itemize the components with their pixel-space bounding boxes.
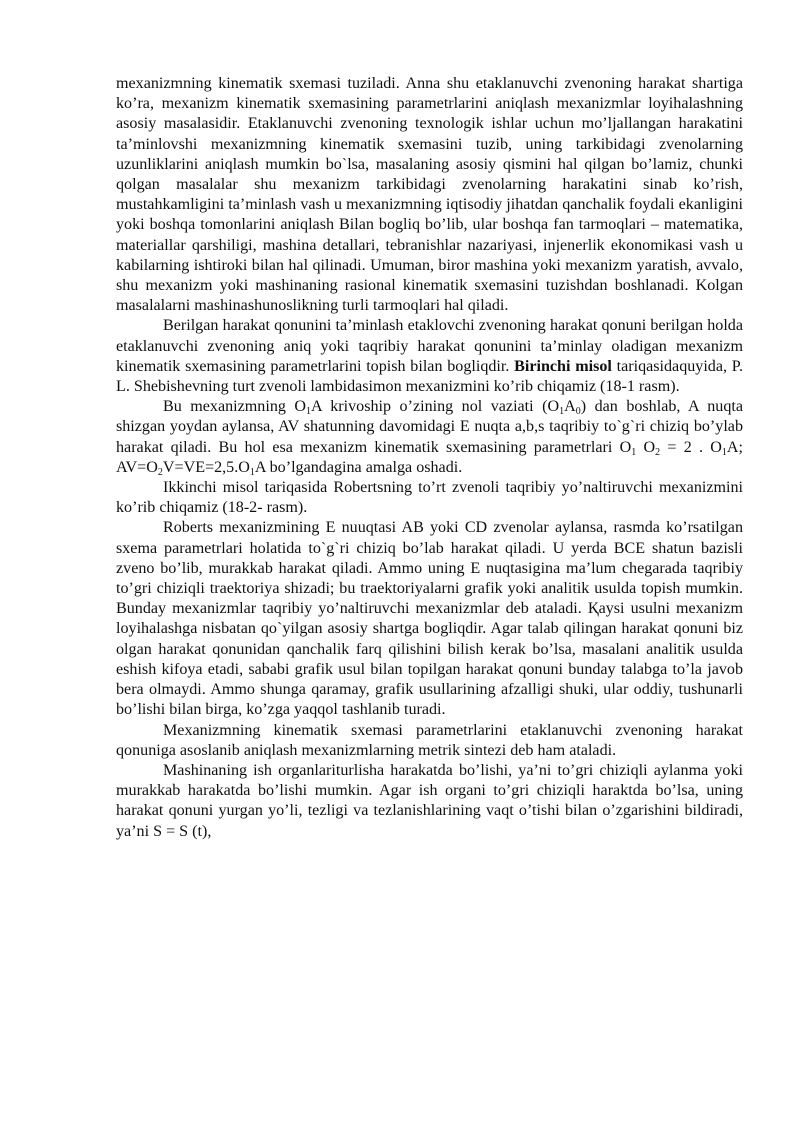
- paragraph-3-text-i: A bo’lgandagina amalga oshadi.: [254, 458, 463, 476]
- subscript: 1: [559, 406, 565, 418]
- paragraph-3-text-c: A: [564, 398, 576, 416]
- paragraph-3-text-b: A krivoship o’zining nol vaziati (O: [311, 398, 560, 416]
- paragraph-5: Roberts mexanizmining E nuuqtasi AB yoki CD zvenolar aylansa, rasmda ko’rsatilgan sxema parametrlari holatida to`g`ri chiziq bo’lab harakat qiladi. U yerda BCE shatun bazisli zveno bo’lib, murakkab harakat qiladi. Ammo uning E nuqtasigina ma’lum chegarada taqribiy to’gri chiziqli traektoriya shizadi; bu traektoriyalarni grafik yoki analitik usulda topish mumkin. Bunday mexanizmlar taqribiy yo’naltiruvchi mexanizmlar deb ataladi. Қaysi usulni mexanizm loyihalashga nisbatan qo`yilgan asosiy shartga bogliqdir. Agar talab qilingan harakat qonuni biz olgan harakat qonunidan qanchalik farq qilishini bilish kerak bo’lsa, masalani analitik usulda eshish kifoya etadi, sababi grafik usul bilan topilgan harakat qonuni bunday talabga to’la javob bera olmaydi. Ammo shunga qaramay, grafik usullarining afzalligi shuki, ular oddiy, tushunarli bo’lishi bilan birga, ko’zga yaqqol tashlanib turadi.: [116, 519, 743, 719]
- paragraph-3-text-a: Bu mexanizmning O: [163, 398, 307, 416]
- paragraph-3: [116, 397, 743, 478]
- subscript: 1: [249, 466, 255, 478]
- paragraph-6: Mexanizmning kinematik sxemasi parametrlarini etaklanuvchi zvenoning harakat qonuniga asoslanib aniqlash mexanizmlarning metrik sintezi deb ham ataladi.: [116, 721, 743, 759]
- paragraph-2-text-b: tariqasidaquyida, P. L. Shebishevning turt zvenoli lambidasimon mexanizmini ko’rib chiqamiz (18-1 rasm).: [116, 357, 743, 396]
- paragraph-3-text-e: O: [636, 438, 656, 456]
- paragraph-4: Ikkinchi misol tariqasida Robertsning to’rt zvenoli taqribiy yo’naltiruvchi mexanizmini ko’rib chiqamiz (18-2- rasm).: [116, 479, 743, 517]
- paragraph-7: Mashinaning ish organlariturlisha harakatda bo’lishi, ya’ni to’gri chiziqli aylanma yoki murakkab harakatda bo’lishi mumkin. Agar ish organi to’gri chiziqli haraktda bo’lsa, uning harakat qonuni yurgan yo’li, tezligi va tezlanishlarining vaqt o’tishi bilan o’zgarishini bildiradi, ya’ni S = S (t),: [116, 761, 743, 840]
- paragraph-2-bold-term: Birinchi misol: [514, 357, 612, 375]
- subscript: 1: [631, 446, 637, 458]
- paragraph-3-text-g: A; AV=O: [116, 438, 743, 476]
- paragraph-3-text-d: ) dan boshlab, A nuqta shizgan yoydan aylansa, AV shatunning davomidagi E nuqta a,b,s taqribiy to`g`ri chiziq bo’ylab harakat qiladi. Bu hol esa mexanizm kinematik sxemasining parametrlari O: [116, 398, 743, 456]
- subscript: 2: [157, 466, 163, 478]
- subscript: 1: [306, 406, 312, 418]
- subscript: 0: [575, 406, 581, 418]
- subscript: 1: [721, 446, 727, 458]
- document-page: [116, 74, 743, 842]
- paragraph-2-text-a: Berilgan harakat qonunini ta’minlash etaklovchi zvenoning harakat qonuni berilgan holda etaklanuvchi zvenoning aniq yoki taqribiy harakat qonunini ta’minlay oladigan mexanizm kinematik sxemasining parametrlarini topish bilan bogliqdir.: [116, 317, 743, 375]
- paragraph-2: [116, 316, 743, 397]
- paragraph-3-text-f: = 2 . O: [660, 438, 722, 456]
- subscript: 2: [655, 446, 661, 458]
- paragraph-3-text-h: V=VE=2,5.O: [162, 458, 250, 476]
- paragraph-1: mexanizmning kinematik sxemasi tuziladi. Anna shu etaklanuvchi zvenoning harakat shartiga ko’ra, mexanizm kinematik sxemasining parametrlarini aniqlash mexanizmlar loyihalashning asosiy masalasidir. Etaklanuvchi zvenoning texnologik ishlar uchun mo’ljallangan harakatini ta’minlovshi mexanizmning kinematik sxemasini tuzib, uning tarkibidagi zvenolarning uzunliklarini aniqlash mumkin bo`lsa, masalaning asosiy qismini hal qilgan bo’lamiz, chunki qolgan masalalar shu mexanizm tarkibidagi zvenolarning harakatini sinab ko’rish, mustahkamligini ta’minlash vash u mexanizmning iqtisodiy jihatdan qanchalik foydali ekanligini yoki boshqa tomonlarini aniqlash Bilan bogliq bo’lib, ular boshqa fan tarmoqlari – matematika, materiallar qarshiligi, mashina detallari, tebranishlar nazariyasi, injenerlik ekonomikasi vash u kabilarning ishtiroki bilan hal qilinadi. Umuman, biror mashina yoki mexanizm yaratish, avvalo, shu mexanizm yoki mashinaning rasional kinematik sxemasini tuzishdan boshlanadi. Kolgan masalalarni mashinashunoslikning turli tarmoqlari hal qiladi.: [116, 75, 743, 315]
